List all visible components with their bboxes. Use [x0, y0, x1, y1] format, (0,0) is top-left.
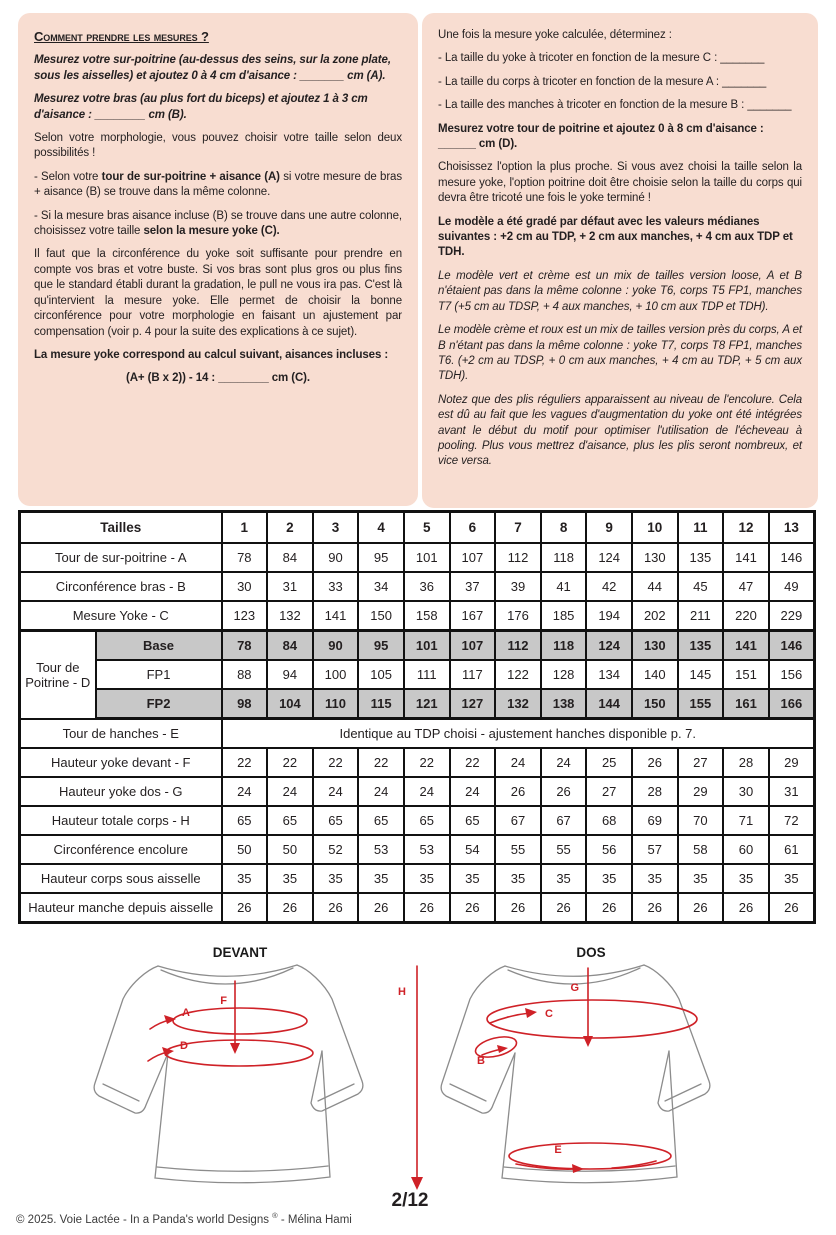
table-cell: 65 [404, 806, 450, 835]
table-cell: 36 [404, 572, 450, 601]
measure-label-H: H [398, 986, 406, 998]
table-cell: 29 [769, 748, 815, 777]
right-panel-paragraphs [438, 28, 802, 470]
table-cell: 35 [222, 864, 268, 893]
table-cell: 26 [541, 777, 587, 806]
size-column-header: 10 [632, 512, 678, 544]
table-cell: 78 [222, 631, 268, 661]
table-row [20, 572, 815, 601]
size-column-header: 7 [495, 512, 541, 544]
paragraph: Une fois la mesure yoke calculée, déterminez : [438, 29, 672, 41]
copyright-footer [16, 1211, 352, 1226]
table-cell: 35 [678, 864, 724, 893]
table-cell: 26 [769, 893, 815, 923]
table-cell: Identique au TDP choisi - ajustement hanches disponible p. 7. [222, 719, 815, 749]
table-cell: 220 [723, 601, 769, 631]
table-cell: 132 [495, 689, 541, 719]
table-cell: 26 [222, 893, 268, 923]
size-table-body [20, 543, 815, 923]
table-cell: 127 [450, 689, 496, 719]
paragraph: Le modèle crème et roux est un mix de tailles version près du corps, A et B n'étant pas dans la même colonne : yoke T7, corps T8 FP1, manches T6. (+2 cm au TDSP, + 0 cm aux manches, + 4 cm au TDP, + 5 cm aux TDH). [438, 324, 802, 383]
table-cell: 24 [313, 777, 359, 806]
table-cell: 101 [404, 631, 450, 661]
table-cell: 35 [404, 864, 450, 893]
table-cell: 22 [222, 748, 268, 777]
table-cell: 118 [541, 543, 587, 572]
table-cell: 60 [723, 835, 769, 864]
table-cell: 53 [358, 835, 404, 864]
size-table [18, 510, 816, 924]
paragraph: Mesurez votre tour de poitrine et ajoutez 0 à 8 cm d'aisance : ______ cm (D). [438, 122, 764, 151]
table-row [20, 660, 815, 689]
table-cell: 194 [586, 601, 632, 631]
table-cell: 135 [678, 631, 724, 661]
table-cell: 28 [723, 748, 769, 777]
table-cell: Hauteur manche depuis aisselle [20, 893, 222, 923]
table-row [20, 719, 815, 749]
paragraph: La mesure yoke correspond au calcul suivant, aisances incluses : [34, 348, 389, 361]
table-cell: 167 [450, 601, 496, 631]
table-cell: 107 [450, 543, 496, 572]
table-cell: 88 [222, 660, 268, 689]
left-panel-paragraphs [34, 53, 402, 386]
table-cell: 67 [541, 806, 587, 835]
table-cell: Hauteur totale corps - H [20, 806, 222, 835]
table-cell: 67 [495, 806, 541, 835]
table-cell: 150 [632, 689, 678, 719]
measuring-instructions-panel [18, 13, 418, 506]
table-cell: 35 [495, 864, 541, 893]
size-column-header: 4 [358, 512, 404, 544]
table-cell: 176 [495, 601, 541, 631]
table-cell: 69 [632, 806, 678, 835]
measure-ellipse-C [487, 1000, 697, 1038]
table-cell: 101 [404, 543, 450, 572]
table-cell: 22 [450, 748, 496, 777]
measure-label-A: A [182, 1007, 190, 1019]
table-cell: 55 [541, 835, 587, 864]
paragraph: Notez que des plis réguliers apparaissent au niveau de l'encolure. Cela est dû au fait que les vagues d'augmentation du yoke ont été intégrées avant le début du motif pour optimiser l'utilisation de l'écheveau à pooling. Plus vous mettrez d'aisance, plus les plis seront nombreux, et vice versa. [438, 393, 802, 468]
size-column-header: 3 [313, 512, 359, 544]
table-cell: 135 [678, 543, 724, 572]
table-cell: 26 [267, 893, 313, 923]
group-row-label: Tour de Poitrine - D [20, 631, 96, 719]
table-cell: Circonférence encolure [20, 835, 222, 864]
table-cell: 90 [313, 543, 359, 572]
table-cell: Hauteur yoke devant - F [20, 748, 222, 777]
size-column-header: 1 [222, 512, 268, 544]
table-row [20, 835, 815, 864]
table-cell: 24 [267, 777, 313, 806]
table-cell: FP2 [96, 689, 222, 719]
table-cell: 26 [632, 748, 678, 777]
table-cell: Hauteur yoke dos - G [20, 777, 222, 806]
table-cell: 130 [632, 543, 678, 572]
table-cell: 26 [541, 893, 587, 923]
table-cell: Circonférence bras - B [20, 572, 222, 601]
table-cell: 26 [495, 893, 541, 923]
paragraph: Mesurez votre bras (au plus fort du biceps) et ajoutez 1 à 3 cm d'aisance : ________ cm (B). [34, 93, 368, 121]
table-cell: 24 [404, 777, 450, 806]
table-cell: 122 [495, 660, 541, 689]
footer-text: © 2025. Voie Lactée - In a Panda's world Designs [16, 1213, 269, 1226]
paragraph: - Si la mesure bras aisance incluse (B) se trouve dans une autre colonne, choisissez votre taille selon la mesure yoke (C). [34, 209, 402, 238]
table-cell: 24 [222, 777, 268, 806]
table-cell: 146 [769, 543, 815, 572]
table-cell: 22 [404, 748, 450, 777]
table-cell: 68 [586, 806, 632, 835]
table-cell: 145 [678, 660, 724, 689]
table-cell: 65 [358, 806, 404, 835]
table-cell: 30 [222, 572, 268, 601]
table-cell: 130 [632, 631, 678, 661]
sizes-header-label: Tailles [20, 512, 222, 544]
table-cell: 95 [358, 543, 404, 572]
table-cell: 35 [358, 864, 404, 893]
table-cell: 26 [723, 893, 769, 923]
table-cell: 29 [678, 777, 724, 806]
table-cell: 144 [586, 689, 632, 719]
table-cell: 121 [404, 689, 450, 719]
table-cell: 22 [267, 748, 313, 777]
table-cell: 41 [541, 572, 587, 601]
table-cell: 35 [632, 864, 678, 893]
table-cell: 72 [769, 806, 815, 835]
table-cell: 229 [769, 601, 815, 631]
table-cell: 95 [358, 631, 404, 661]
table-cell: 22 [358, 748, 404, 777]
table-cell: 49 [769, 572, 815, 601]
measure-arrow-F [220, 981, 240, 1054]
table-cell: Tour de sur-poitrine - A [20, 543, 222, 572]
table-cell: 185 [541, 601, 587, 631]
table-cell: 71 [723, 806, 769, 835]
back-sweater-outline [441, 965, 710, 1183]
paragraph: - La taille des manches à tricoter en fonction de la mesure B : _______ [438, 99, 792, 112]
table-cell: 104 [267, 689, 313, 719]
table-cell: 202 [632, 601, 678, 631]
paragraph: Il faut que la circonférence du yoke soit suffisante pour prendre en compte vos bras et votre buste. Si vos bras sont plus gros ou plus fins que le standard établi durant la gradation, le pull ne vous ira pas. C'est là qu'intervient la mesure yoke. Elle permet de choisir la bonne circonférence pour votre morphologie en faisant un ajustement par compensation (voir p. 4 pour la suite des explications à ce sujet). [34, 248, 402, 338]
table-cell: Base [96, 631, 222, 661]
table-cell: 24 [450, 777, 496, 806]
paragraph: (A+ (B x 2)) - 14 : ________ cm (C). [126, 372, 310, 385]
table-row [20, 689, 815, 719]
table-cell: 45 [678, 572, 724, 601]
table-cell: 44 [632, 572, 678, 601]
table-cell: 35 [450, 864, 496, 893]
table-cell: 35 [541, 864, 587, 893]
table-cell: 124 [586, 543, 632, 572]
table-cell: 146 [769, 631, 815, 661]
paragraph: Choisissez l'option la plus proche. Si vous avez choisi la taille selon la mesure yoke, l'option poitrine doit être choisie selon la taille du corps qui devra être tricoté une fois le yoke terminé ! [438, 161, 802, 205]
measure-label-D: D [180, 1040, 188, 1052]
page-number: 2/12 [391, 1190, 429, 1211]
table-cell: 115 [358, 689, 404, 719]
table-cell: 58 [678, 835, 724, 864]
size-column-header: 5 [404, 512, 450, 544]
paragraph: Selon votre morphologie, vous pouvez choisir votre taille selon deux possibilités ! [34, 132, 402, 160]
footer-author: - Mélina Hami [277, 1213, 352, 1226]
measure-label-F: F [220, 995, 227, 1007]
table-cell: 141 [723, 543, 769, 572]
table-row [20, 806, 815, 835]
table-cell: 25 [586, 748, 632, 777]
table-row [20, 893, 815, 923]
table-cell: 50 [267, 835, 313, 864]
measure-label-C: C [545, 1008, 553, 1020]
table-cell: 26 [586, 893, 632, 923]
table-cell: 27 [678, 748, 724, 777]
measure-ellipse-A [150, 1007, 307, 1034]
table-cell: 107 [450, 631, 496, 661]
table-cell: 24 [495, 748, 541, 777]
size-column-header: 12 [723, 512, 769, 544]
table-cell: 61 [769, 835, 815, 864]
table-cell: 105 [358, 660, 404, 689]
front-diagram-title: DEVANT [212, 945, 268, 960]
size-column-header: 8 [541, 512, 587, 544]
table-cell: 111 [404, 660, 450, 689]
table-cell: 90 [313, 631, 359, 661]
measure-label-G: G [570, 982, 579, 994]
table-cell: 128 [541, 660, 587, 689]
table-cell: 166 [769, 689, 815, 719]
table-cell: 112 [495, 543, 541, 572]
table-cell: 56 [586, 835, 632, 864]
table-cell: 26 [404, 893, 450, 923]
table-row [20, 543, 815, 572]
size-column-header: 9 [586, 512, 632, 544]
table-cell: 70 [678, 806, 724, 835]
table-cell: 42 [586, 572, 632, 601]
table-cell: 78 [222, 543, 268, 572]
table-cell: 124 [586, 631, 632, 661]
size-column-header: 13 [769, 512, 815, 544]
table-cell: 35 [769, 864, 815, 893]
table-cell: 141 [723, 631, 769, 661]
table-cell: 35 [313, 864, 359, 893]
table-cell: 39 [495, 572, 541, 601]
table-cell: 27 [586, 777, 632, 806]
table-cell: 34 [358, 572, 404, 601]
table-cell: 211 [678, 601, 724, 631]
table-cell: 24 [358, 777, 404, 806]
table-cell: 65 [267, 806, 313, 835]
table-cell: 28 [632, 777, 678, 806]
table-cell: 50 [222, 835, 268, 864]
garment-schematics [0, 943, 836, 1215]
paragraph: - La taille du yoke à tricoter en fonction de la mesure C : _______ [438, 52, 765, 65]
paragraph: Le modèle a été gradé par défaut avec les valeurs médianes suivantes : +2 cm au TDP, + 2 cm aux manches, + 4 cm aux TDP et TDH. [438, 215, 793, 259]
table-cell: 26 [313, 893, 359, 923]
size-determination-panel [422, 13, 818, 508]
table-cell: 55 [495, 835, 541, 864]
table-cell: 52 [313, 835, 359, 864]
table-cell: 112 [495, 631, 541, 661]
table-cell: 57 [632, 835, 678, 864]
table-row [20, 864, 815, 893]
table-cell: 26 [678, 893, 724, 923]
table-cell: 35 [586, 864, 632, 893]
table-cell: 35 [723, 864, 769, 893]
table-cell: 35 [267, 864, 313, 893]
panel-title: Comment prendre les mesures ? [34, 29, 209, 44]
table-cell: 134 [586, 660, 632, 689]
size-column-header: 2 [267, 512, 313, 544]
table-cell: 53 [404, 835, 450, 864]
table-row [20, 748, 815, 777]
measure-label-B: B [477, 1055, 485, 1067]
table-cell: 24 [541, 748, 587, 777]
table-cell: 47 [723, 572, 769, 601]
table-cell: 65 [450, 806, 496, 835]
table-cell: 123 [222, 601, 268, 631]
table-row [20, 631, 815, 661]
table-cell: Mesure Yoke - C [20, 601, 222, 631]
table-cell: 31 [267, 572, 313, 601]
table-cell: 156 [769, 660, 815, 689]
table-cell: 84 [267, 543, 313, 572]
table-cell: 54 [450, 835, 496, 864]
table-cell: 150 [358, 601, 404, 631]
size-table-header-row [20, 512, 815, 544]
table-cell: 37 [450, 572, 496, 601]
registered-mark: ® [272, 1211, 278, 1220]
table-cell: 26 [632, 893, 678, 923]
table-cell: 98 [222, 689, 268, 719]
table-cell: Hauteur corps sous aisselle [20, 864, 222, 893]
paragraph: Mesurez votre sur-poitrine (au-dessus des seins, sur la zone plate, sous les aisselles) et ajoutez 0 à 4 cm d'aisance : _______ cm (A). [34, 54, 391, 82]
measure-arrow-G [570, 968, 593, 1047]
table-cell: FP1 [96, 660, 222, 689]
back-diagram-title: DOS [576, 945, 606, 960]
table-cell: 31 [769, 777, 815, 806]
table-cell: 94 [267, 660, 313, 689]
table-cell: 140 [632, 660, 678, 689]
table-cell: 141 [313, 601, 359, 631]
table-cell: 132 [267, 601, 313, 631]
table-cell: 155 [678, 689, 724, 719]
table-cell: 26 [358, 893, 404, 923]
paragraph: - La taille du corps à tricoter en fonction de la mesure A : _______ [438, 75, 767, 88]
table-cell: Tour de hanches - E [20, 719, 222, 749]
table-cell: 158 [404, 601, 450, 631]
table-cell: 161 [723, 689, 769, 719]
table-cell: 117 [450, 660, 496, 689]
measure-arrow-H [398, 966, 423, 1190]
table-row [20, 777, 815, 806]
table-cell: 100 [313, 660, 359, 689]
table-cell: 30 [723, 777, 769, 806]
table-cell: 65 [222, 806, 268, 835]
table-cell: 26 [450, 893, 496, 923]
table-cell: 151 [723, 660, 769, 689]
table-cell: 33 [313, 572, 359, 601]
table-cell: 118 [541, 631, 587, 661]
table-cell: 84 [267, 631, 313, 661]
table-cell: 26 [495, 777, 541, 806]
measure-label-E: E [554, 1144, 562, 1156]
front-sweater-outline [94, 965, 363, 1183]
size-column-header: 11 [678, 512, 724, 544]
table-cell: 110 [313, 689, 359, 719]
table-cell: 138 [541, 689, 587, 719]
paragraph: - Selon votre tour de sur-poitrine + aisance (A) si votre mesure de bras + aisance (B) se trouve dans la même colonne. [34, 170, 402, 199]
size-column-header: 6 [450, 512, 496, 544]
table-cell: 65 [313, 806, 359, 835]
paragraph: Le modèle vert et crème est un mix de tailles version loose, A et B n'étaient pas dans la même colonne : yoke T6, corps T5 FP1, manches T7 (+5 cm au TDSP, + 4 aux manches, + 10 cm aux TDP et TDH). [438, 269, 802, 313]
table-cell: 22 [313, 748, 359, 777]
table-row [20, 601, 815, 631]
